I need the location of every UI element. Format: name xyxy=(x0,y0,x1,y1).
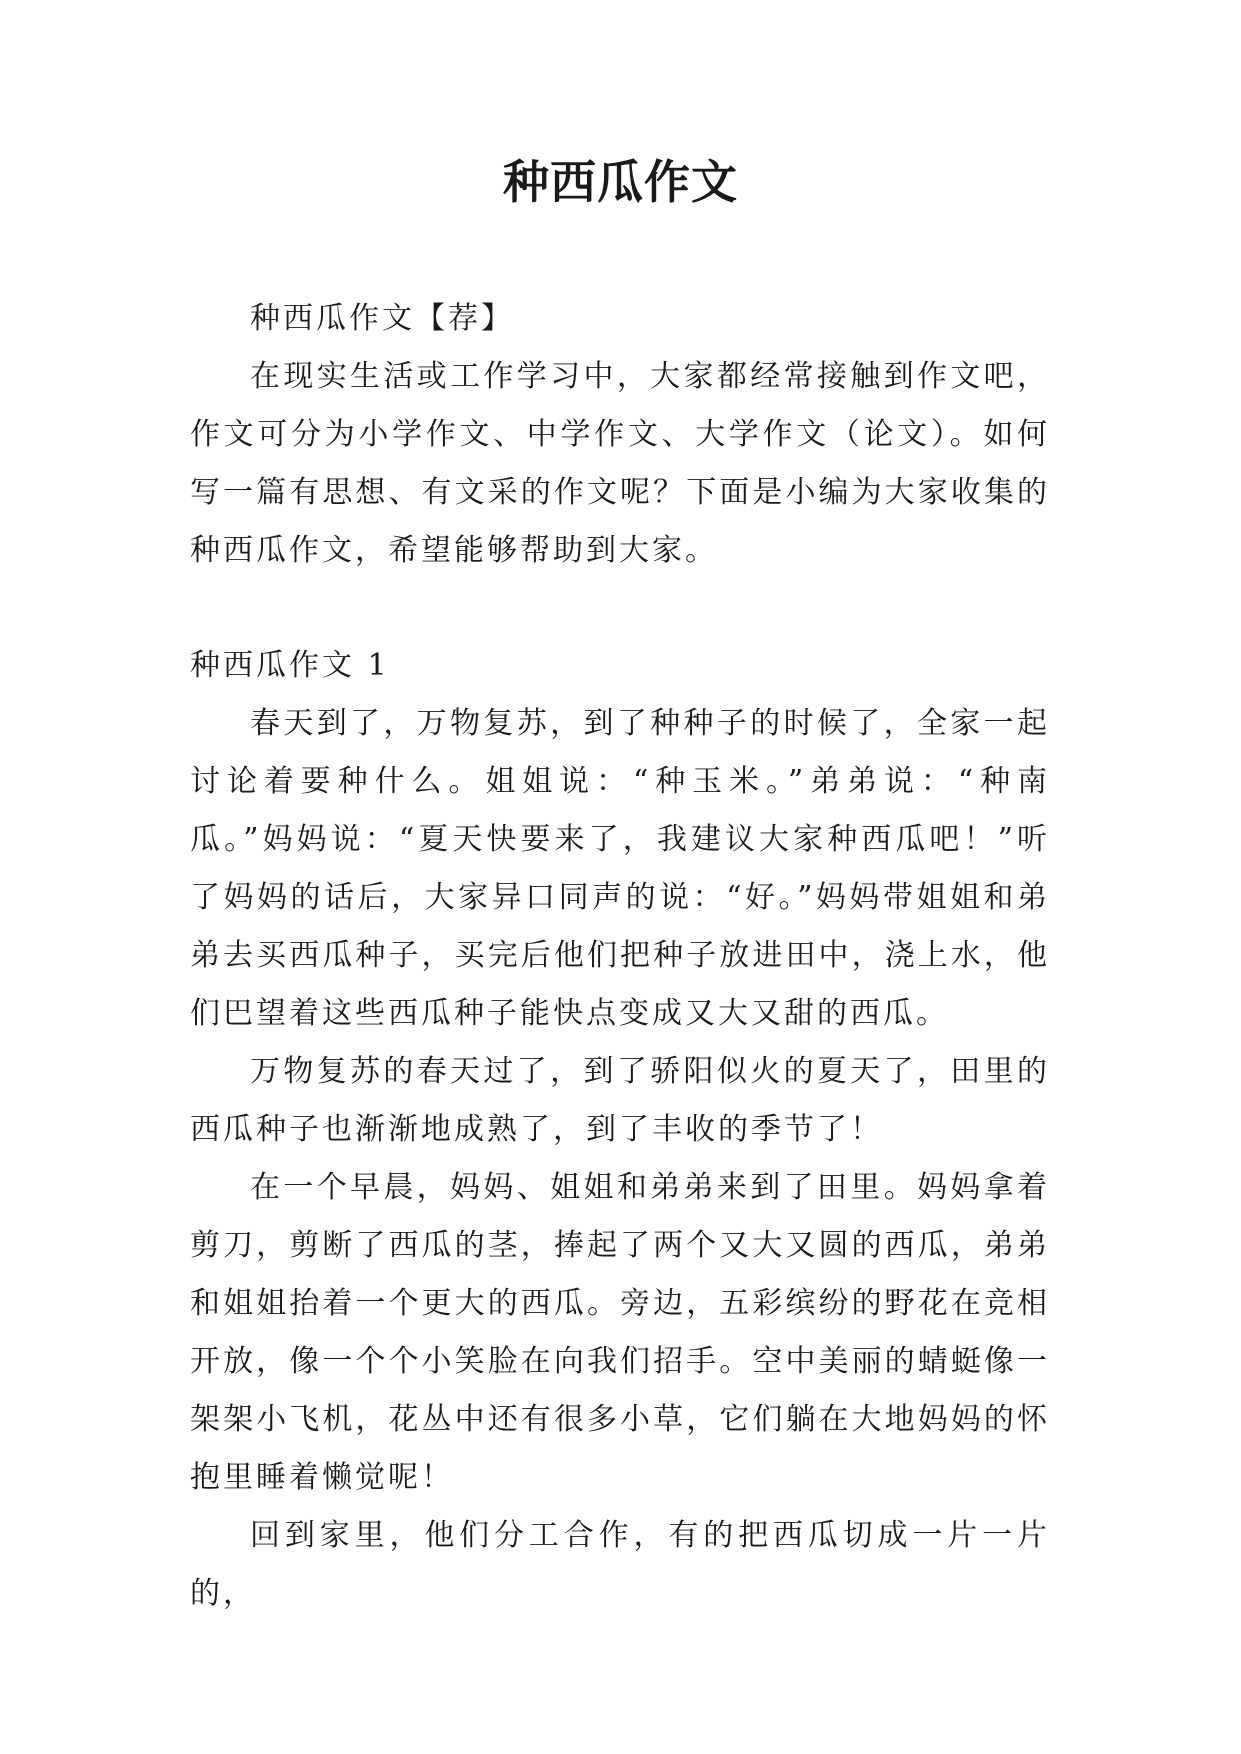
essay-heading: 种西瓜作文 1 xyxy=(190,648,390,683)
intro-section xyxy=(190,290,1050,580)
essay-section xyxy=(190,637,1050,1623)
intro-paragraph: 在现实生活或工作学习中，大家都经常接触到作文吧，作文可分为小学作文、中学作文、大学作文（论文）。如何写一篇有思想、有文采的作文呢？下面是小编为大家收集的种西瓜作文，希望能够帮助到大家。 xyxy=(190,359,1050,568)
document-title: 种西瓜作文 xyxy=(503,155,738,209)
essay-paragraph: 春天到了，万物复苏，到了种种子的时候了，全家一起讨论着要种什么。姐姐说：“种玉米。”弟弟说：“种南瓜。”妈妈说：“夏天快要来了，我建议大家种西瓜吧！”听了妈妈的话后，大家异口同声的说：“好。”妈妈带姐姐和弟弟去买西瓜种子，买完后他们把种子放进田中，浇上水，他们巴望着这些西瓜种子能快点变成又大又甜的西瓜。 xyxy=(190,706,1050,1031)
intro-heading: 种西瓜作文【荐】 xyxy=(250,301,514,336)
essay-paragraph: 在一个早晨，妈妈、姐姐和弟弟来到了田里。妈妈拿着剪刀，剪断了西瓜的茎，捧起了两个又大又圆的西瓜，弟弟和姐姐抬着一个更大的西瓜。旁边，五彩缤纷的野花在竞相开放，像一个个小笑脸在向我们招手。空中美丽的蜻蜓像一架架小飞机，花丛中还有很多小草，它们躺在大地妈妈的怀抱里睡着懒觉呢！ xyxy=(190,1170,1050,1495)
essay-paragraph: 回到家里，他们分工合作，有的把西瓜切成一片一片的， xyxy=(190,1518,1050,1611)
essay-paragraph: 万物复苏的春天过了，到了骄阳似火的夏天了，田里的西瓜种子也渐渐地成熟了，到了丰收的季节了！ xyxy=(190,1054,1050,1147)
